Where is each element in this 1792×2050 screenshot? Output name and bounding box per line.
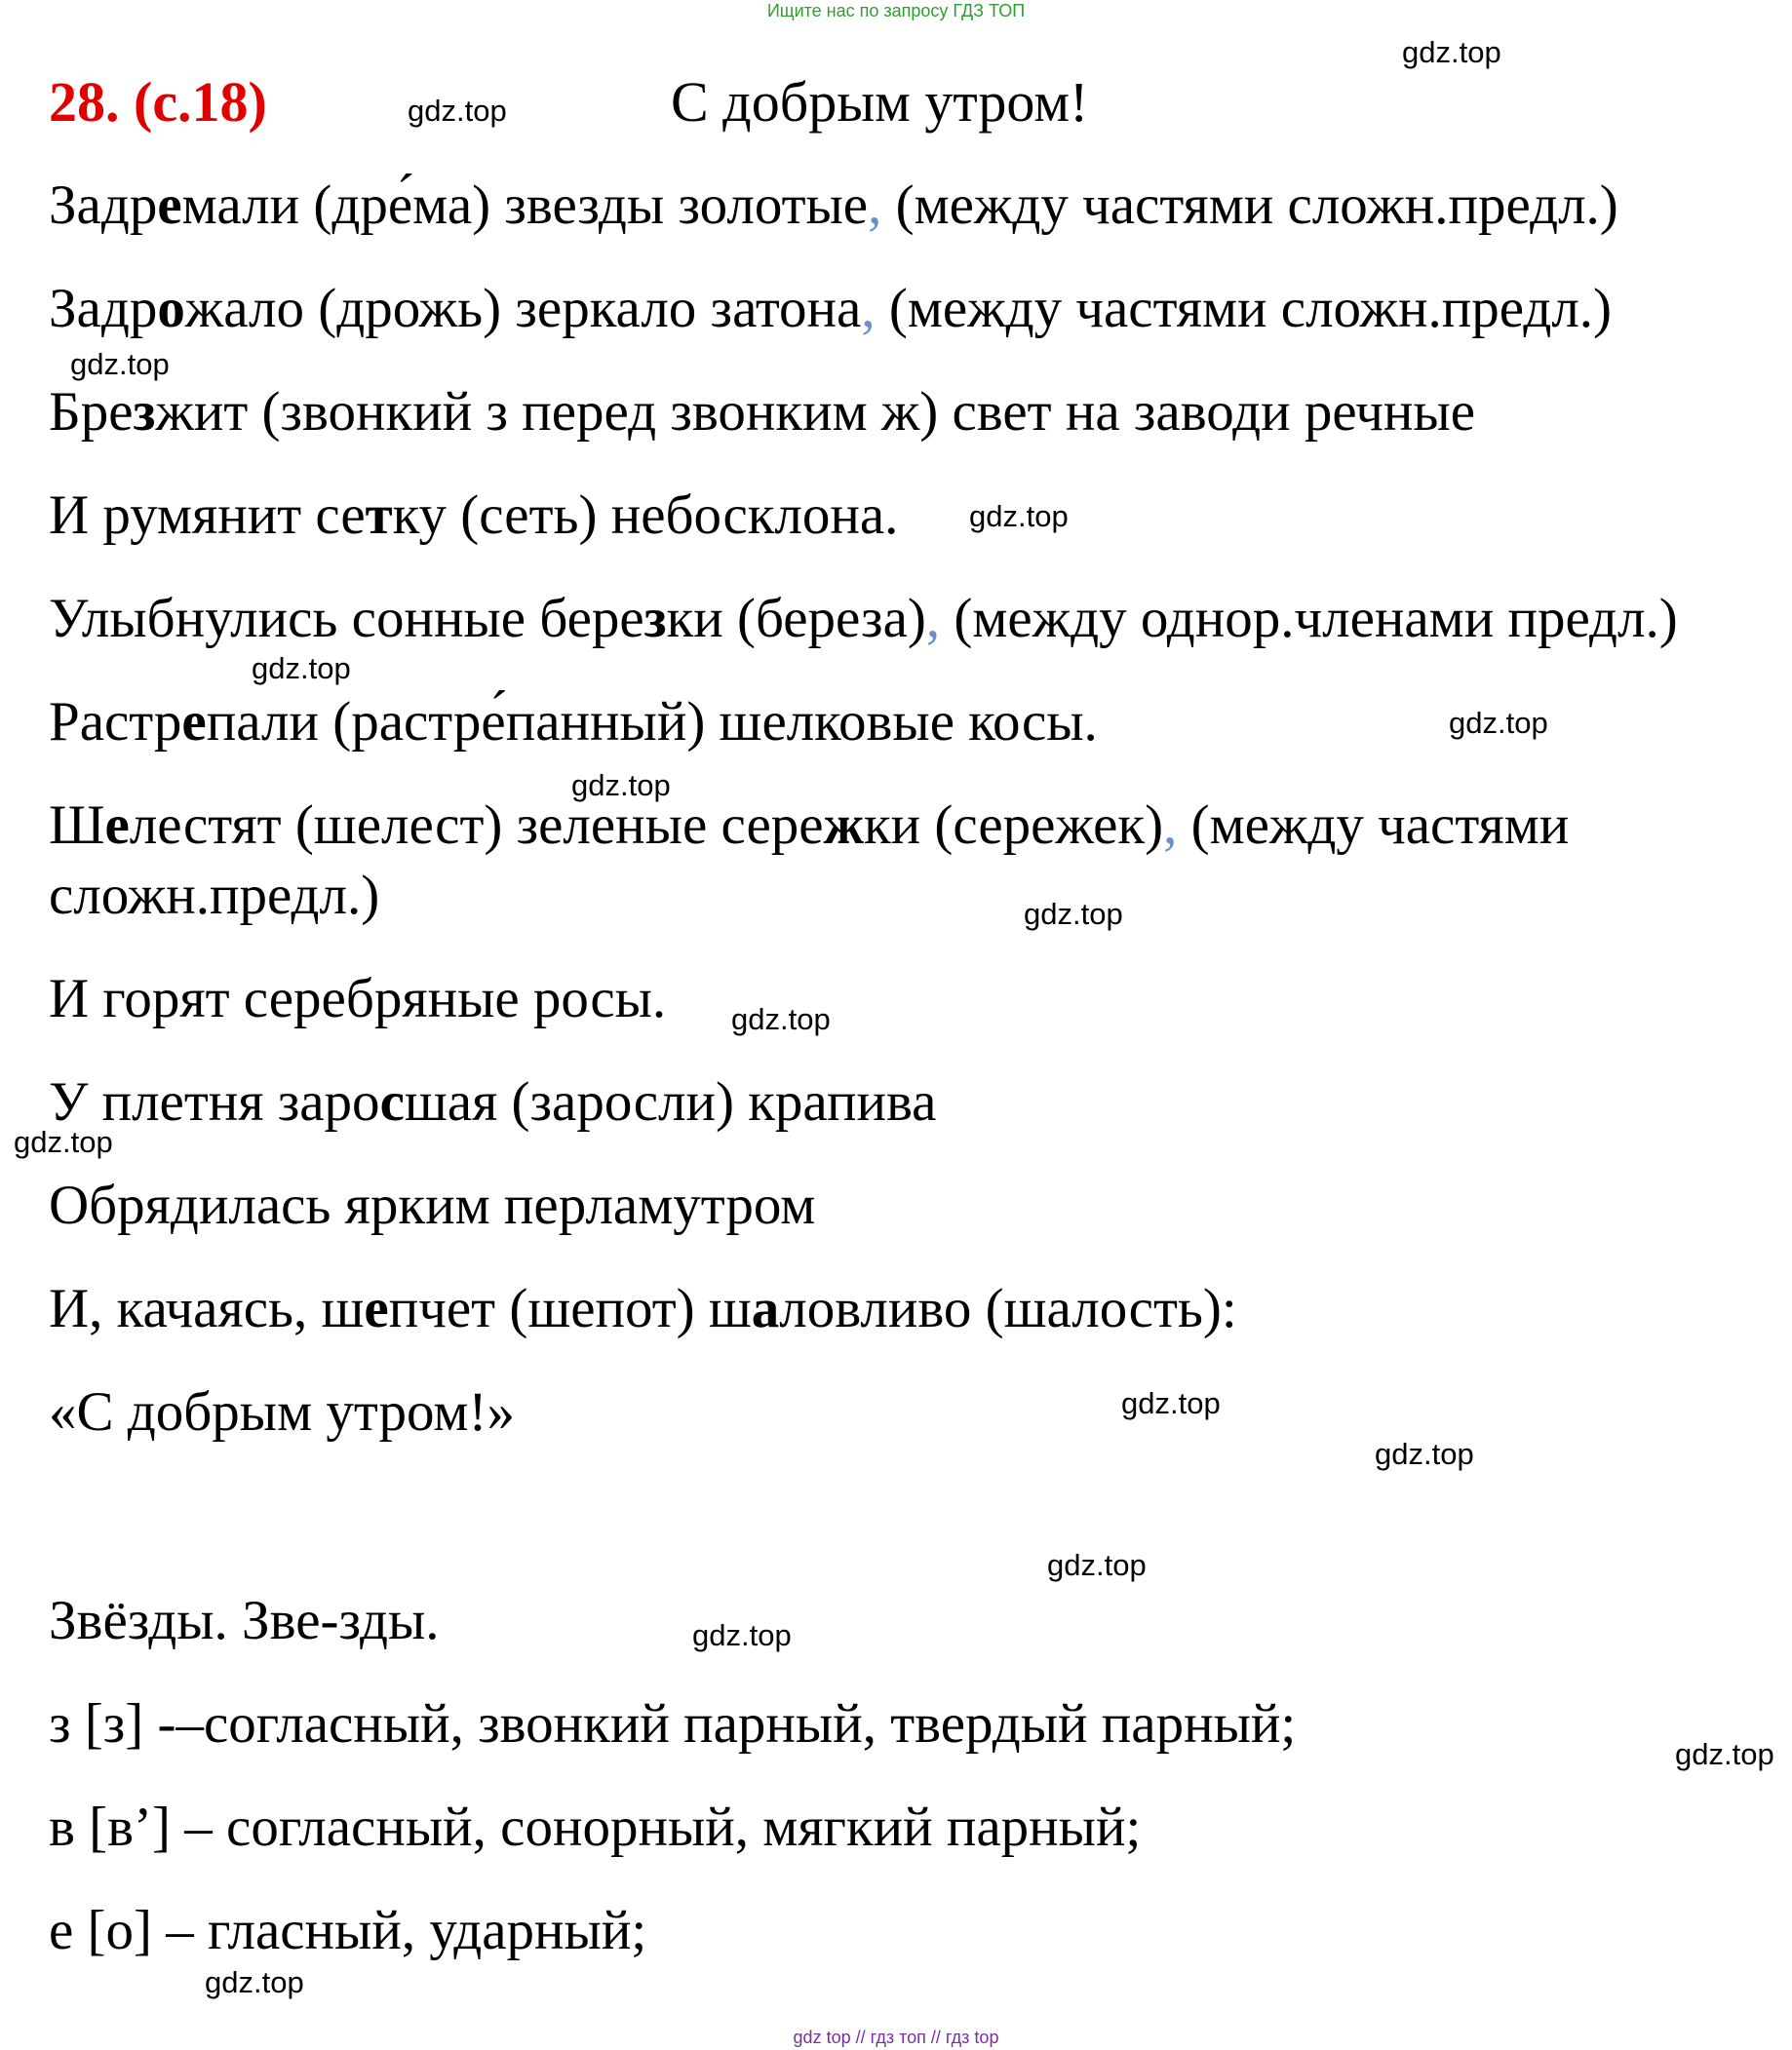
- watermark: gdz.top: [252, 651, 351, 685]
- watermark: gdz.top: [731, 1002, 831, 1036]
- watermark: gdz.top: [571, 768, 671, 802]
- poem-line-2: Задрожало (дрожь) зеркало затона, (между частями сложн.предл.): [49, 278, 1612, 339]
- watermark: gdz.top: [205, 1965, 304, 1999]
- poem-line-7-continued: сложн.предл.): [49, 865, 380, 926]
- poem-line-3: Брезжит (звонкий з перед звонким ж) свет на заводи речные: [49, 381, 1475, 443]
- watermark: gdz.top: [1024, 897, 1123, 931]
- watermark: gdz.top: [14, 1125, 113, 1159]
- watermark: gdz.top: [1047, 1548, 1147, 1582]
- watermark: gdz.top: [692, 1618, 792, 1652]
- poem-line-5: Улыбнулись сонные березки (береза), (между однор.членами предл.): [49, 588, 1678, 649]
- watermark: gdz.top: [70, 347, 170, 381]
- watermark: gdz.top: [1121, 1386, 1221, 1420]
- poem-line-11: И, качаясь, шепчет (шепот) шаловливо (шалость):: [49, 1278, 1237, 1339]
- top-banner: Ищите нас по запросу ГДЗ ТОП: [766, 1, 1026, 20]
- footer-links: gdz top // гдз топ // гдз top: [793, 2028, 999, 2047]
- analysis-line-3: е [о] – гласный, ударный;: [49, 1900, 647, 1961]
- watermark: gdz.top: [969, 499, 1069, 533]
- watermark: gdz.top: [1449, 706, 1548, 740]
- watermark: gdz.top: [1375, 1437, 1474, 1471]
- watermark: gdz.top: [1675, 1737, 1774, 1771]
- analysis-word: Звёзды. Зве-зды.: [49, 1590, 440, 1651]
- poem-line-10: Обрядилась ярким перламутром: [49, 1175, 816, 1236]
- analysis-line-2: в [в’] – согласный, сонорный, мягкий парный;: [49, 1797, 1142, 1858]
- poem-line-12: «С добрым утром!»: [49, 1381, 515, 1443]
- analysis-line-1: з [з] -–согласный, звонкий парный, твердый парный;: [49, 1693, 1297, 1755]
- poem-line-6: Растрепали (растре́панный) шелковые косы.: [49, 691, 1098, 753]
- watermark: gdz.top: [1402, 35, 1501, 69]
- poem-line-8: И горят серебряные росы.: [49, 968, 667, 1029]
- poem-line-1: Задремали (дре́ма) звезды золотые, (между частями сложн.предл.): [49, 174, 1618, 236]
- watermark: gdz.top: [408, 94, 507, 128]
- poem-line-4: И румянит сетку (сеть) небосклона.: [49, 484, 899, 546]
- exercise-number: 28. (с.18): [49, 70, 267, 134]
- poem-line-7: Шелестят (шелест) зеленые сережки (сережек), (между частями: [49, 794, 1570, 856]
- poem-title: С добрым утром!: [671, 70, 1089, 134]
- poem-line-9: У плетня заросшая (заросли) крапива: [49, 1071, 937, 1133]
